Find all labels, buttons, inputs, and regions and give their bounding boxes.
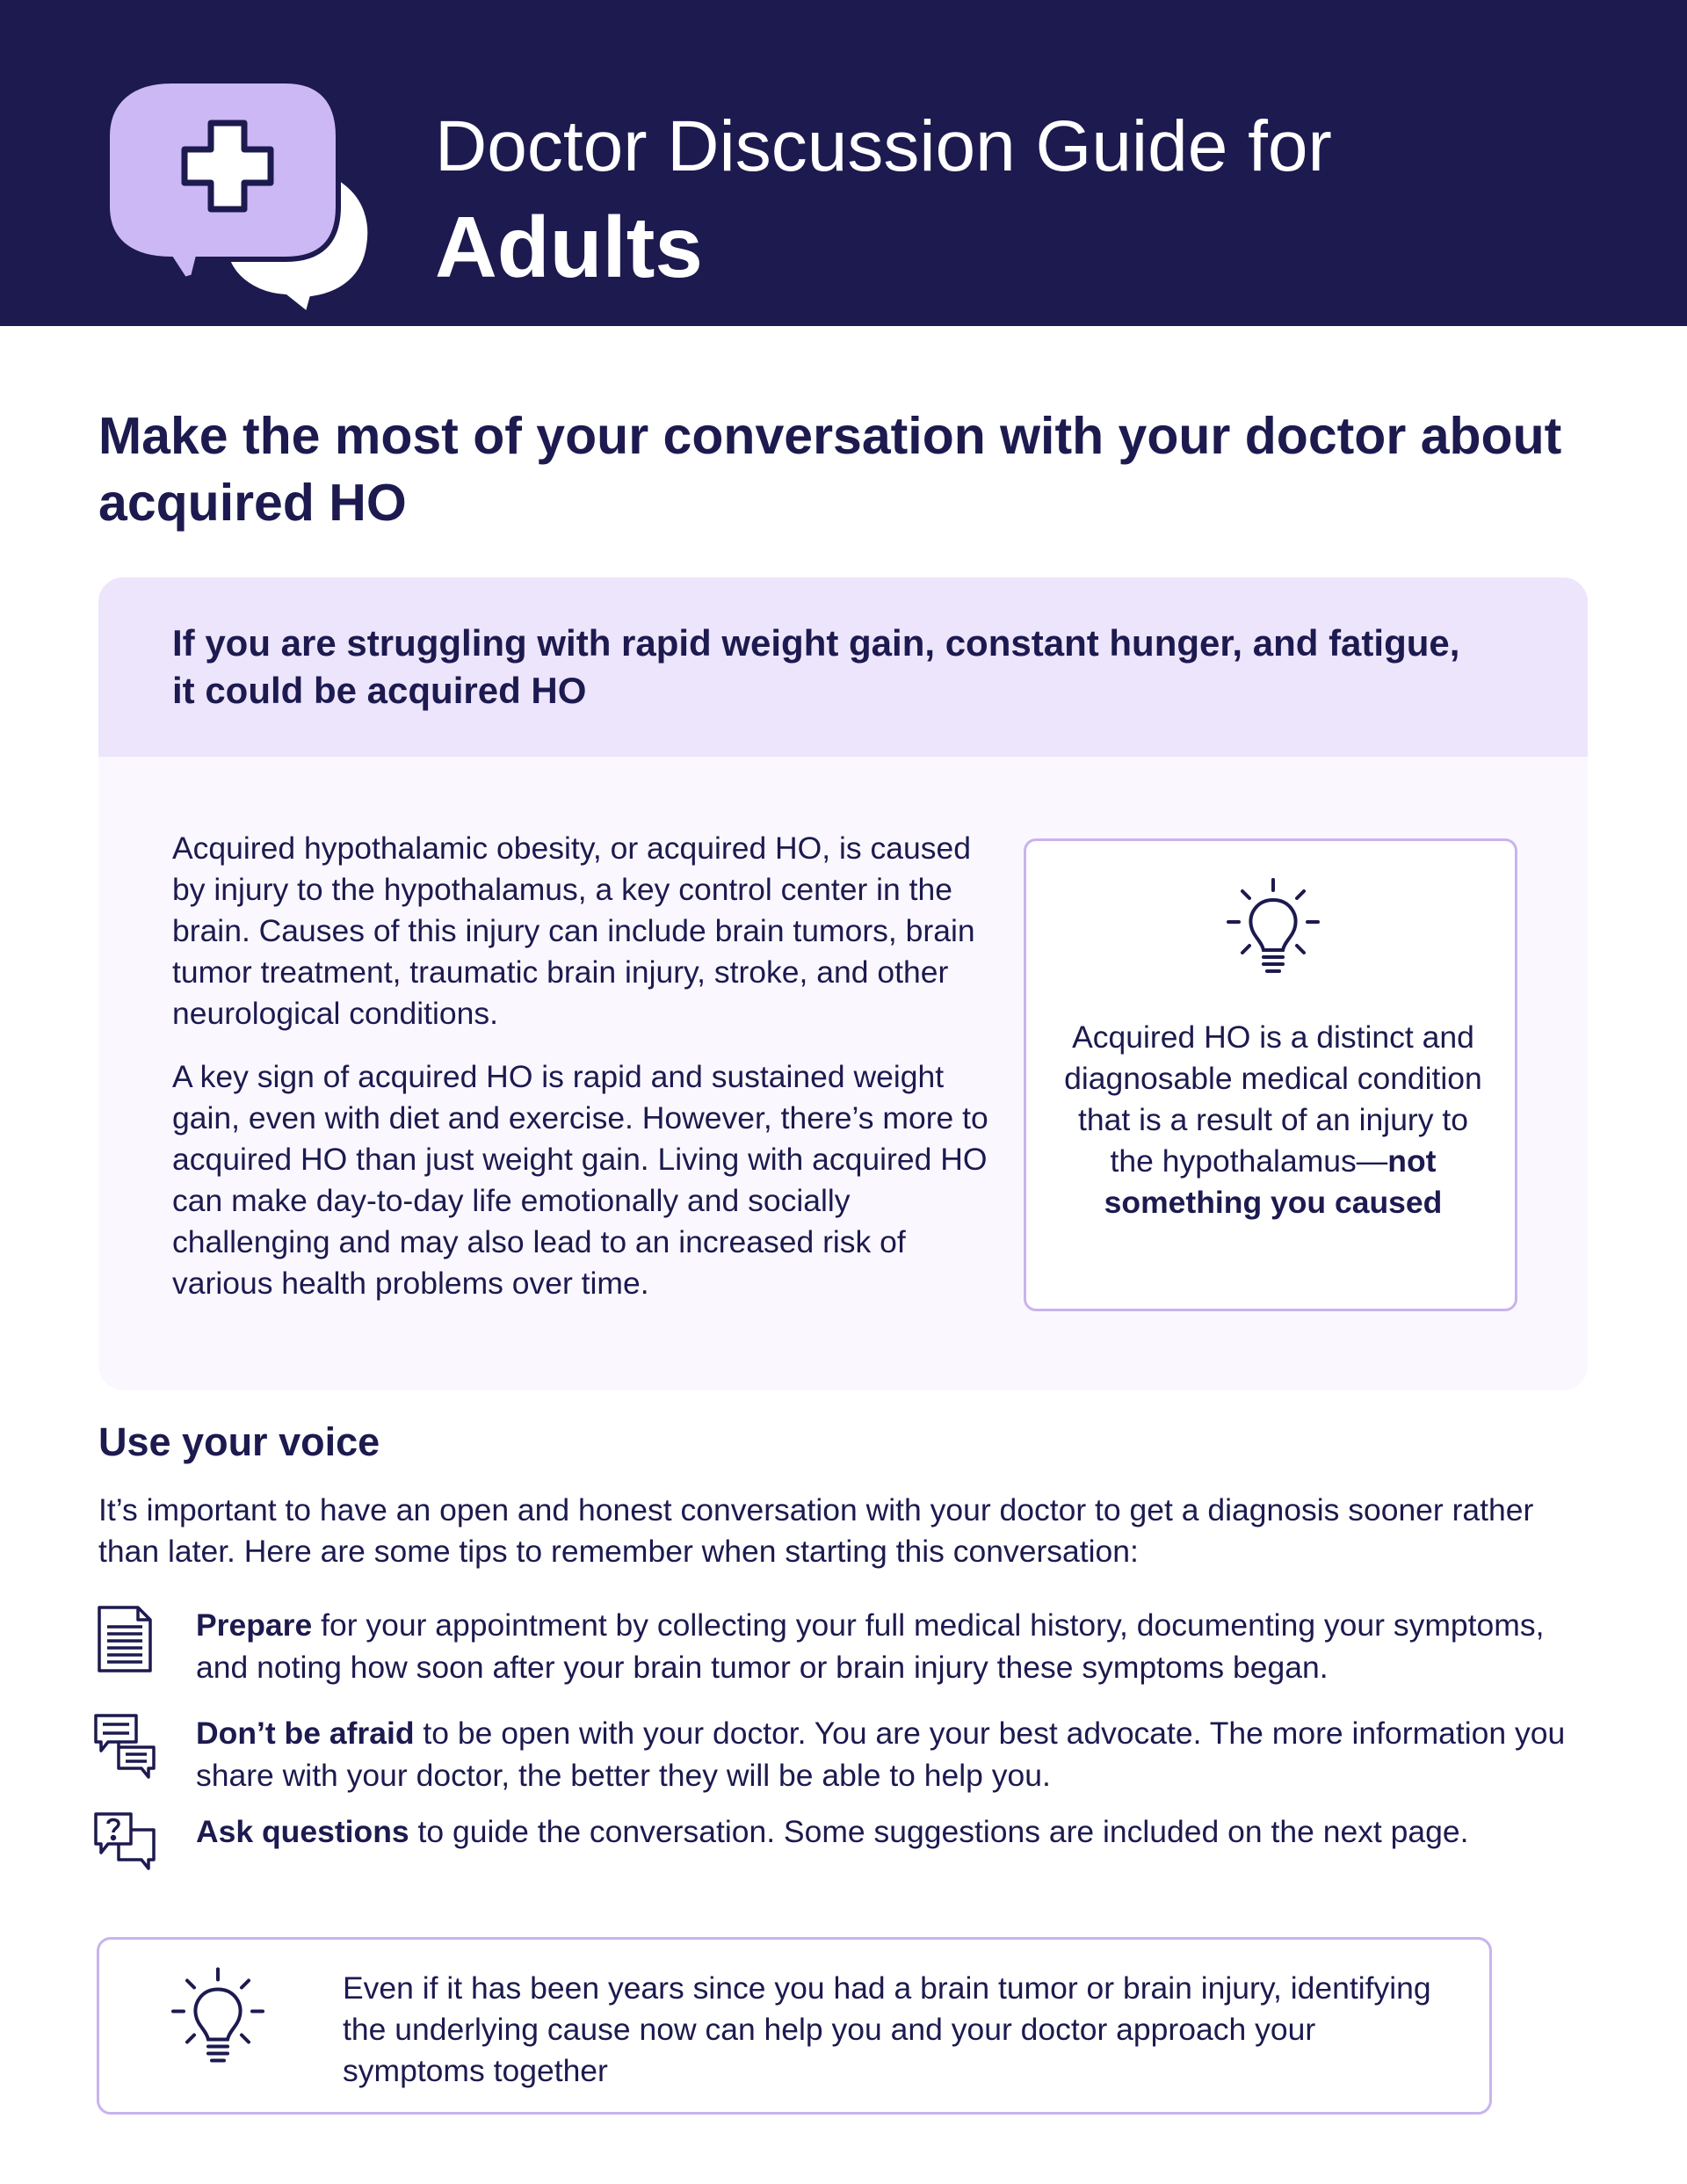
header-banner [0, 0, 1687, 326]
tip-text-dont-be-afraid [196, 1712, 1584, 1796]
document-icon [92, 1604, 163, 1674]
callout-text [1053, 1017, 1494, 1223]
tip-text-ask-questions [196, 1810, 1584, 1853]
callout-box [1024, 838, 1517, 1311]
section-intro: It’s important to have an open and honest conversation with your doctor to get a diagnosis sooner rather than later. Here are some tips to remember when starting this conversation: [98, 1492, 1534, 1569]
tip-text-prepare [196, 1604, 1584, 1688]
header-title-line2: Adults [435, 199, 703, 295]
bottom-callout-text-body: Even if it has been years since you had a brain tumor or brain injury, identifying the underlying cause now can help you and your doctor approach your symptoms together [343, 1970, 1431, 2088]
tip-body-prepare: for your appointment by collecting your full medical history, documenting your symptoms, and noting how soon after your brain tumor or brain injury these symptoms began. [196, 1607, 1545, 1685]
card-body [172, 828, 998, 1326]
bottom-callout-text [343, 1968, 1459, 2092]
callout-text-bold: not something you caused [1104, 1143, 1443, 1220]
medical-chat-bubble-icon [97, 79, 387, 316]
lightbulb-icon [1225, 878, 1321, 979]
tip-body-dont-be-afraid: to be open with your doctor. You are your best advocate. The more information you share with your doctor, the better they will be able to help you. [196, 1716, 1566, 1793]
page-title: Make the most of your conversation with your doctor about acquired HO [98, 407, 1562, 532]
tip-body-ask-questions: to guide the conversation. Some suggestions are included on the next page. [409, 1814, 1469, 1849]
card-banner-text: If you are struggling with rapid weight gain, constant hunger, and fatigue, it could be acquired HO [172, 622, 1460, 711]
info-card [98, 577, 1588, 1390]
lightbulb-icon [170, 1966, 266, 2070]
section-heading: Use your voice [98, 1419, 380, 1464]
card-banner [98, 577, 1588, 757]
bottom-callout-box [97, 1937, 1492, 2115]
callout-text-regular: Acquired HO is a distinct and diagnosable medical condition that is a result of an injury to the hypothalamus— [1064, 1019, 1482, 1179]
tip-bold-prepare: Prepare [196, 1607, 313, 1643]
header-title-line1: Doctor Discussion Guide for [435, 106, 1332, 186]
question-bubble-icon [92, 1810, 163, 1881]
tip-bold-dont-be-afraid: Don’t be afraid [196, 1716, 415, 1751]
card-paragraph-1: Acquired hypothalamic obesity, or acquired HO, is caused by injury to the hypothalamus, a key control center in the brain. Causes of this injury can include brain tumors, brain tumor treatment, traumatic brain injury, stroke, and other neurological conditions. [172, 831, 975, 1031]
tip-bold-ask-questions: Ask questions [196, 1814, 409, 1849]
card-paragraph-2: A key sign of acquired HO is rapid and sustained weight gain, even with diet and exercise. However, there’s more to acquired HO than just weight gain. Living with acquired HO can make day-to-day life emotionally and socially challenging and may also lead to an increased risk of various health problems over time. [172, 1059, 988, 1301]
chat-bubbles-icon [92, 1712, 163, 1782]
